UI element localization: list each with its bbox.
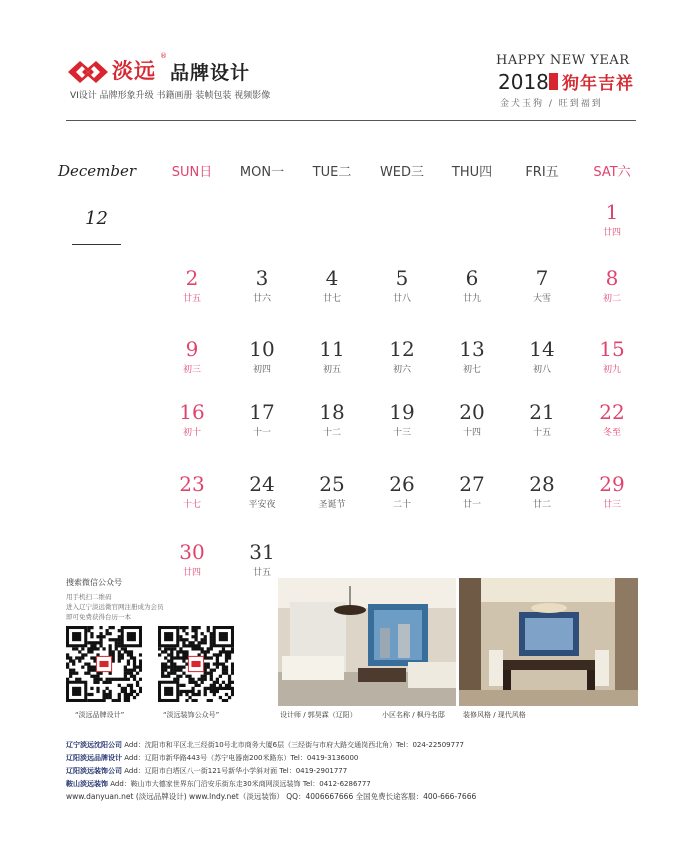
calendar-day bbox=[302, 400, 362, 438]
address-text: Add：鞍山市大德家世界东门沿安乐街东走30米商网淡远装饰 Tel：0412-6286777 bbox=[108, 780, 371, 788]
lunar-date: 廿八 bbox=[392, 294, 411, 304]
community-caption: 小区名称 / 枫丹名邸 bbox=[382, 711, 445, 719]
day-number: 13 bbox=[459, 337, 485, 361]
calendar-day bbox=[582, 266, 642, 304]
day-number: 22 bbox=[599, 400, 625, 424]
lunar-date: 初八 bbox=[532, 365, 551, 375]
day-number: 26 bbox=[389, 472, 415, 496]
lunar-date: 廿五 bbox=[182, 294, 201, 304]
brand-title: 品牌设计 bbox=[170, 62, 251, 84]
address-text: Add：辽阳市白塔区八一街121号新华小学斜对面 Tel：0419-2901777 bbox=[122, 767, 348, 775]
happy-new-year: HAPPY NEW YEAR bbox=[496, 53, 630, 68]
day-number: 5 bbox=[395, 266, 409, 290]
lunar-date: 十二 bbox=[322, 428, 341, 438]
company-name: 鞍山淡远装饰 bbox=[66, 780, 108, 788]
calendar-day bbox=[302, 266, 362, 304]
lunar-date: 初七 bbox=[462, 365, 481, 375]
lunar-date: 初四 bbox=[252, 365, 271, 375]
calendar-day bbox=[232, 337, 292, 375]
day-number: 14 bbox=[529, 337, 555, 361]
danyuan-logo-icon bbox=[66, 58, 110, 86]
weekday-header: TUE二 bbox=[312, 165, 352, 180]
company-name: 辽宁淡远沈阳公司 bbox=[66, 741, 122, 749]
brand-name: 淡远 bbox=[112, 59, 156, 83]
address-text: Add：沈阳市和平区北三经街10号北市商务大厦6层（三经街与市府大路交通岗西北角）Tel：024-22509777 bbox=[122, 741, 464, 749]
weekday-header: WED三 bbox=[379, 165, 425, 180]
day-number: 10 bbox=[249, 337, 275, 361]
address-line bbox=[66, 779, 371, 789]
lunar-date: 廿九 bbox=[462, 294, 481, 304]
calendar-day bbox=[302, 337, 362, 375]
day-number: 25 bbox=[319, 472, 345, 496]
designer-caption: 设计师 / 郭昊霖（辽阳） bbox=[280, 711, 357, 719]
day-number: 30 bbox=[179, 540, 205, 564]
lunar-date: 廿五 bbox=[252, 568, 271, 578]
address-text: Add：辽阳市新华路443号（苏宁电器南200米路东）Tel：0419-3136000 bbox=[122, 754, 359, 762]
day-number: 23 bbox=[179, 472, 205, 496]
day-number: 12 bbox=[389, 337, 415, 361]
calendar-day bbox=[162, 540, 222, 578]
year: 2018 bbox=[498, 70, 549, 94]
brand-subtitle: VI设计 品牌形象升级 书籍画册 装帧包装 视频影像 bbox=[70, 91, 271, 101]
lunar-date: 初五 bbox=[322, 365, 341, 375]
lunar-date: 十三 bbox=[392, 428, 411, 438]
calendar-day bbox=[162, 266, 222, 304]
qr-code-brand[interactable] bbox=[66, 626, 142, 702]
calendar-day bbox=[162, 337, 222, 375]
day-number: 9 bbox=[185, 337, 199, 361]
weekday-header: THU四 bbox=[451, 165, 493, 180]
qr-code-decoration[interactable] bbox=[158, 626, 234, 702]
lunar-date: 平安夜 bbox=[248, 500, 276, 510]
lunar-date: 廿二 bbox=[532, 500, 551, 510]
weekday-header: SAT六 bbox=[593, 165, 631, 180]
calendar-day bbox=[442, 337, 502, 375]
calendar-day bbox=[582, 472, 642, 510]
day-number: 3 bbox=[255, 266, 269, 290]
address-line bbox=[66, 766, 347, 776]
lunar-date: 廿三 bbox=[602, 500, 621, 510]
calendar-day bbox=[372, 337, 432, 375]
calendar-day bbox=[302, 472, 362, 510]
day-number: 15 bbox=[599, 337, 625, 361]
day-number: 29 bbox=[599, 472, 625, 496]
day-number: 7 bbox=[535, 266, 549, 290]
lunar-date: 十七 bbox=[182, 500, 201, 510]
calendar-day bbox=[442, 266, 502, 304]
weekday-header: FRI五 bbox=[525, 165, 559, 180]
lunar-date: 初三 bbox=[182, 365, 201, 375]
lunar-date: 廿一 bbox=[462, 500, 481, 510]
day-number: 19 bbox=[389, 400, 415, 424]
month-name: December bbox=[58, 162, 137, 180]
day-number: 18 bbox=[319, 400, 345, 424]
calendar-day bbox=[372, 266, 432, 304]
month-underline bbox=[72, 244, 121, 245]
company-name: 辽阳淡远装饰公司 bbox=[66, 767, 122, 775]
day-number: 21 bbox=[529, 400, 555, 424]
month-number: 12 bbox=[85, 208, 108, 229]
lunar-date: 冬至 bbox=[602, 428, 621, 438]
calendar-day bbox=[442, 472, 502, 510]
day-number: 27 bbox=[459, 472, 485, 496]
day-number: 24 bbox=[249, 472, 275, 496]
wechat-line: 即可免费获得台历一本 bbox=[66, 613, 131, 621]
lunar-date: 圣诞节 bbox=[318, 500, 346, 510]
lunar-date: 二十 bbox=[392, 500, 411, 510]
day-number: 11 bbox=[319, 337, 345, 361]
lunar-date: 廿四 bbox=[602, 228, 621, 238]
living-room-photo bbox=[278, 578, 456, 706]
calendar-day bbox=[512, 337, 572, 375]
wechat-title: 搜索微信公众号 bbox=[66, 578, 122, 587]
calendar-day bbox=[442, 400, 502, 438]
day-number: 28 bbox=[529, 472, 555, 496]
lunar-date: 大雪 bbox=[532, 294, 551, 304]
wechat-line: 进入辽宁淡远微官网注册成为会员 bbox=[66, 603, 164, 611]
lunar-date: 廿七 bbox=[322, 294, 341, 304]
day-number: 20 bbox=[459, 400, 485, 424]
lunar-date: 廿四 bbox=[182, 568, 201, 578]
year-slogan: 狗年吉祥 bbox=[562, 74, 634, 94]
weekday-header: MON一 bbox=[239, 165, 285, 180]
day-number: 4 bbox=[325, 266, 339, 290]
calendar-day bbox=[512, 266, 572, 304]
day-number: 16 bbox=[179, 400, 205, 424]
lunar-date: 初二 bbox=[602, 294, 621, 304]
day-number: 6 bbox=[465, 266, 479, 290]
style-caption: 装修风格 / 现代风格 bbox=[463, 711, 526, 719]
calendar-day bbox=[582, 400, 642, 438]
calendar-day bbox=[232, 540, 292, 578]
address-line bbox=[66, 753, 358, 763]
day-number: 2 bbox=[185, 266, 199, 290]
seal-icon bbox=[549, 73, 558, 90]
address-line bbox=[66, 740, 464, 750]
registered-mark: ® bbox=[160, 52, 167, 60]
calendar-day bbox=[582, 200, 642, 238]
lunar-date: 初六 bbox=[392, 365, 411, 375]
wechat-line: 用手机扫二维码 bbox=[66, 593, 112, 601]
qr-caption-brand: “淡远品牌设计” bbox=[75, 711, 125, 719]
day-number: 31 bbox=[249, 540, 275, 564]
calendar-day bbox=[232, 472, 292, 510]
calendar-day bbox=[232, 266, 292, 304]
weekday-header: SUN日 bbox=[171, 165, 213, 180]
day-number: 1 bbox=[605, 200, 619, 224]
lunar-date: 初十 bbox=[182, 428, 201, 438]
calendar-day bbox=[232, 400, 292, 438]
calendar-day bbox=[372, 472, 432, 510]
header-divider bbox=[66, 120, 636, 121]
year-motto: 金犬玉狗 / 旺到福到 bbox=[500, 99, 603, 109]
dining-room-photo bbox=[459, 578, 638, 706]
calendar-day bbox=[162, 472, 222, 510]
lunar-date: 十一 bbox=[252, 428, 271, 438]
company-name: 辽阳淡远品牌设计 bbox=[66, 754, 122, 762]
calendar-day bbox=[512, 472, 572, 510]
lunar-date: 廿六 bbox=[252, 294, 271, 304]
day-number: 17 bbox=[249, 400, 275, 424]
calendar-day bbox=[372, 400, 432, 438]
day-number: 8 bbox=[605, 266, 619, 290]
lunar-date: 十四 bbox=[462, 428, 481, 438]
lunar-date: 初九 bbox=[602, 365, 621, 375]
calendar-day bbox=[582, 337, 642, 375]
calendar-day bbox=[512, 400, 572, 438]
website-line[interactable]: www.danyuan.net (淡远品牌设计) www.lndy.net（淡远装饰） QQ：4006667666 全国免费长途客服：400-666-7666 bbox=[66, 792, 477, 801]
calendar-day bbox=[162, 400, 222, 438]
lunar-date: 十五 bbox=[532, 428, 551, 438]
qr-caption-decoration: “淡远装饰公众号” bbox=[163, 711, 220, 719]
